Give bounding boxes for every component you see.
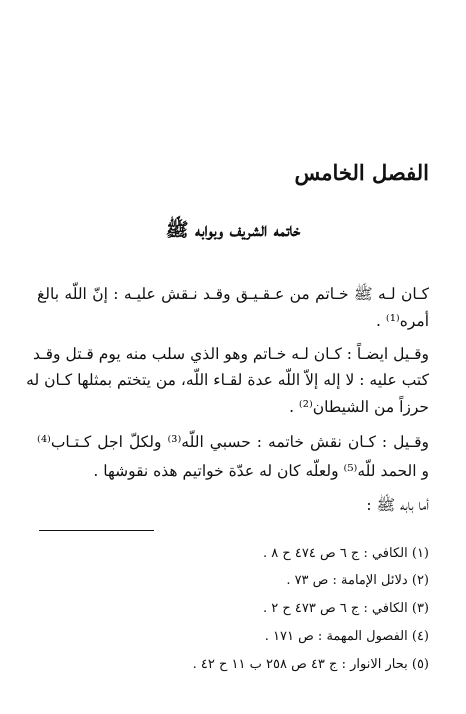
- footnote: (٥) بحار الانوار : ج ٤٣ ص ٢٥٨ ب ١١ ح ٤٢ .: [192, 657, 429, 672]
- body-line: أمره⁽¹⁾ .: [376, 312, 429, 330]
- footnote: (٣) الكافي : ج ٦ ص ٤٧٣ ح ٢ .: [262, 601, 429, 616]
- body-line: أما بابه ﷺ :: [366, 496, 429, 514]
- body-line: حرزاً من الشيطان⁽²⁾ .: [289, 398, 429, 416]
- chapter-title: الفصل الخامس: [294, 160, 429, 185]
- footnote: (٢) دلائل الإمامة : ص ٧٣ .: [286, 573, 429, 588]
- footnote: (٤) الفصول المهمة : ص ١٧١ .: [264, 629, 429, 644]
- body-line: وقـيل : كـان نقش خاتمه : حسبي اللّه⁽³⁾ ولكلّ اجل كـتـاب⁽⁴⁾: [37, 433, 429, 451]
- body-line: وقـيل ايضـاً : كـان لـه خـاتم وهو الذي سلب منه يوم قـتل وقـد: [32, 345, 429, 363]
- body-line: كـان لـه ﷺ خـاتم من عـقـيـق وقـد نـقش عليـه : إنّ اللّه بالغ: [37, 285, 429, 303]
- section-title: خاتمه الشريف وبوابه ﷺ: [165, 219, 301, 241]
- footnote-divider: [39, 530, 154, 531]
- body-line: كتب عليه : لا إله إلاّ اللّه عدة لقـاء اللّه، من يتختم بمثلها كـان له: [26, 371, 429, 389]
- footnote: (١) الكافي : ج ٦ ص ٤٧٤ ح ٨ .: [262, 546, 429, 561]
- body-line: و الحمد للّه⁽⁵⁾ ولعلّه كان له عدّة خواتيم هذه نقوشها .: [93, 462, 429, 480]
